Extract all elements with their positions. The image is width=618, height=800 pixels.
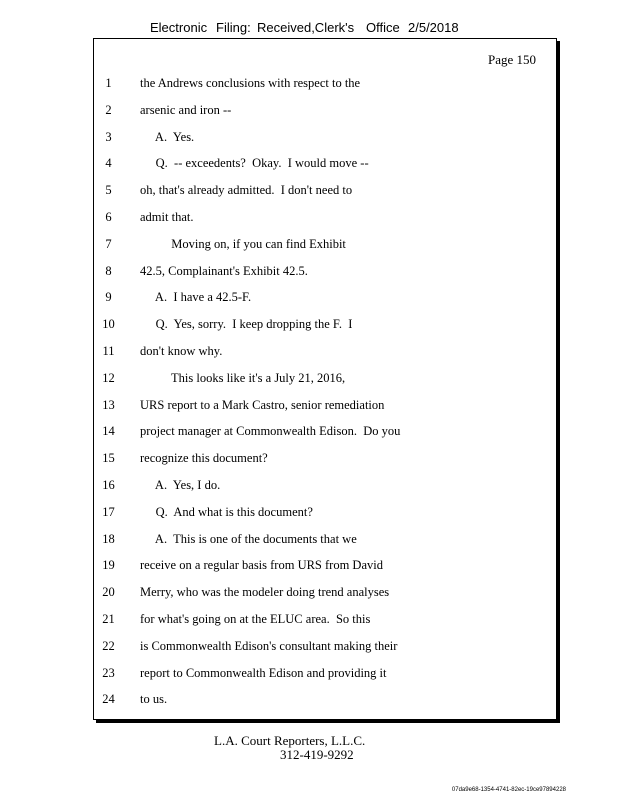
line-number: 7 bbox=[105, 236, 112, 251]
line-text: is Commonwealth Edison's consultant making their bbox=[140, 638, 398, 653]
transcript-line bbox=[94, 532, 554, 548]
line-number: 13 bbox=[102, 397, 115, 412]
line-number: 17 bbox=[102, 504, 115, 519]
header-received: Received,Clerk's bbox=[257, 20, 355, 35]
transcript-page bbox=[93, 38, 557, 720]
line-text: don't know why. bbox=[140, 344, 223, 358]
line-number: 10 bbox=[102, 317, 115, 332]
transcript-line bbox=[94, 585, 554, 601]
line-text: recognize this document? bbox=[140, 451, 268, 466]
transcript-line bbox=[94, 666, 554, 682]
transcript-line bbox=[94, 505, 554, 521]
line-text: Q. -- exceedents? Okay. I would move -- bbox=[140, 156, 369, 171]
header-filing: Filing: bbox=[216, 20, 251, 35]
transcript-line bbox=[94, 398, 554, 414]
line-text: Merry, who was the modeler doing trend analyses bbox=[140, 585, 390, 600]
line-text: Q. Yes, sorry. I keep dropping the F. I bbox=[140, 317, 353, 332]
line-number: 20 bbox=[102, 585, 115, 600]
line-text: report to Commonwealth Edison and providing it bbox=[140, 665, 387, 680]
transcript-line bbox=[94, 344, 554, 360]
line-number: 19 bbox=[102, 558, 115, 573]
line-text: Moving on, if you can find Exhibit bbox=[140, 236, 346, 251]
transcript-line bbox=[94, 103, 554, 119]
line-number: 6 bbox=[105, 210, 112, 224]
line-number: 5 bbox=[105, 183, 112, 198]
line-number: 2 bbox=[105, 102, 112, 117]
transcript-line bbox=[94, 237, 554, 253]
transcript-line bbox=[94, 183, 554, 199]
reporter-phone: 312-419-9292 bbox=[280, 747, 354, 762]
transcript-line bbox=[94, 692, 554, 708]
transcript-line bbox=[94, 156, 554, 172]
transcript-line bbox=[94, 76, 554, 92]
line-number: 23 bbox=[102, 665, 115, 680]
line-text: to us. bbox=[140, 692, 168, 707]
reporter-company: L.A. Court Reporters, L.L.C. bbox=[214, 733, 366, 748]
line-number: 15 bbox=[102, 451, 115, 466]
line-text: receive on a regular basis from URS from David bbox=[140, 558, 383, 573]
line-number: 14 bbox=[102, 424, 115, 439]
filing-header bbox=[0, 20, 618, 36]
transcript-line bbox=[94, 371, 554, 387]
transcript-line bbox=[94, 317, 554, 333]
line-number: 24 bbox=[102, 692, 115, 707]
line-text: project manager at Commonwealth Edison. Do you bbox=[140, 424, 401, 439]
transcript-line bbox=[94, 612, 554, 628]
page-number: Page 150 bbox=[487, 52, 536, 67]
line-number: 3 bbox=[105, 129, 112, 144]
line-number: 16 bbox=[102, 478, 115, 492]
document-id: 07da9e68-1354-4741-82ec-19ce97894228 bbox=[451, 787, 566, 793]
line-text: URS report to a Mark Castro, senior remediation bbox=[140, 397, 385, 412]
line-number: 4 bbox=[105, 156, 112, 171]
header-office: Office bbox=[366, 20, 400, 35]
transcript-line bbox=[94, 290, 554, 306]
line-number: 22 bbox=[102, 638, 115, 653]
line-text: admit that. bbox=[140, 210, 194, 224]
line-text: A. I have a 42.5-F. bbox=[140, 290, 252, 305]
line-number: 18 bbox=[102, 531, 115, 546]
line-text: A. Yes. bbox=[140, 129, 195, 144]
header-electronic: Electronic bbox=[150, 20, 208, 35]
transcript-line bbox=[94, 558, 554, 574]
line-text: 42.5, Complainant's Exhibit 42.5. bbox=[140, 263, 308, 278]
line-text: Q. And what is this document? bbox=[140, 504, 313, 519]
transcript-line bbox=[94, 130, 554, 146]
line-number: 1 bbox=[105, 76, 112, 90]
line-text: for what's going on at the ELUC area. So this bbox=[140, 612, 371, 626]
line-text: arsenic and iron -- bbox=[140, 102, 232, 117]
line-number: 8 bbox=[105, 263, 112, 278]
line-text: A. Yes, I do. bbox=[140, 478, 221, 492]
line-number: 9 bbox=[105, 290, 112, 305]
header-date: 2/5/2018 bbox=[408, 20, 459, 35]
transcript-line bbox=[94, 639, 554, 655]
transcript-line bbox=[94, 424, 554, 440]
line-text: A. This is one of the documents that we bbox=[140, 531, 357, 546]
transcript-line bbox=[94, 451, 554, 467]
line-text: oh, that's already admitted. I don't need to bbox=[140, 183, 353, 198]
line-number: 11 bbox=[102, 344, 115, 358]
transcript-line bbox=[94, 478, 554, 494]
transcript-line bbox=[94, 264, 554, 280]
line-text: the Andrews conclusions with respect to the bbox=[140, 76, 361, 90]
transcript-line bbox=[94, 210, 554, 226]
line-number: 12 bbox=[102, 370, 115, 385]
line-number: 21 bbox=[102, 612, 115, 626]
line-text: This looks like it's a July 21, 2016, bbox=[140, 370, 346, 385]
